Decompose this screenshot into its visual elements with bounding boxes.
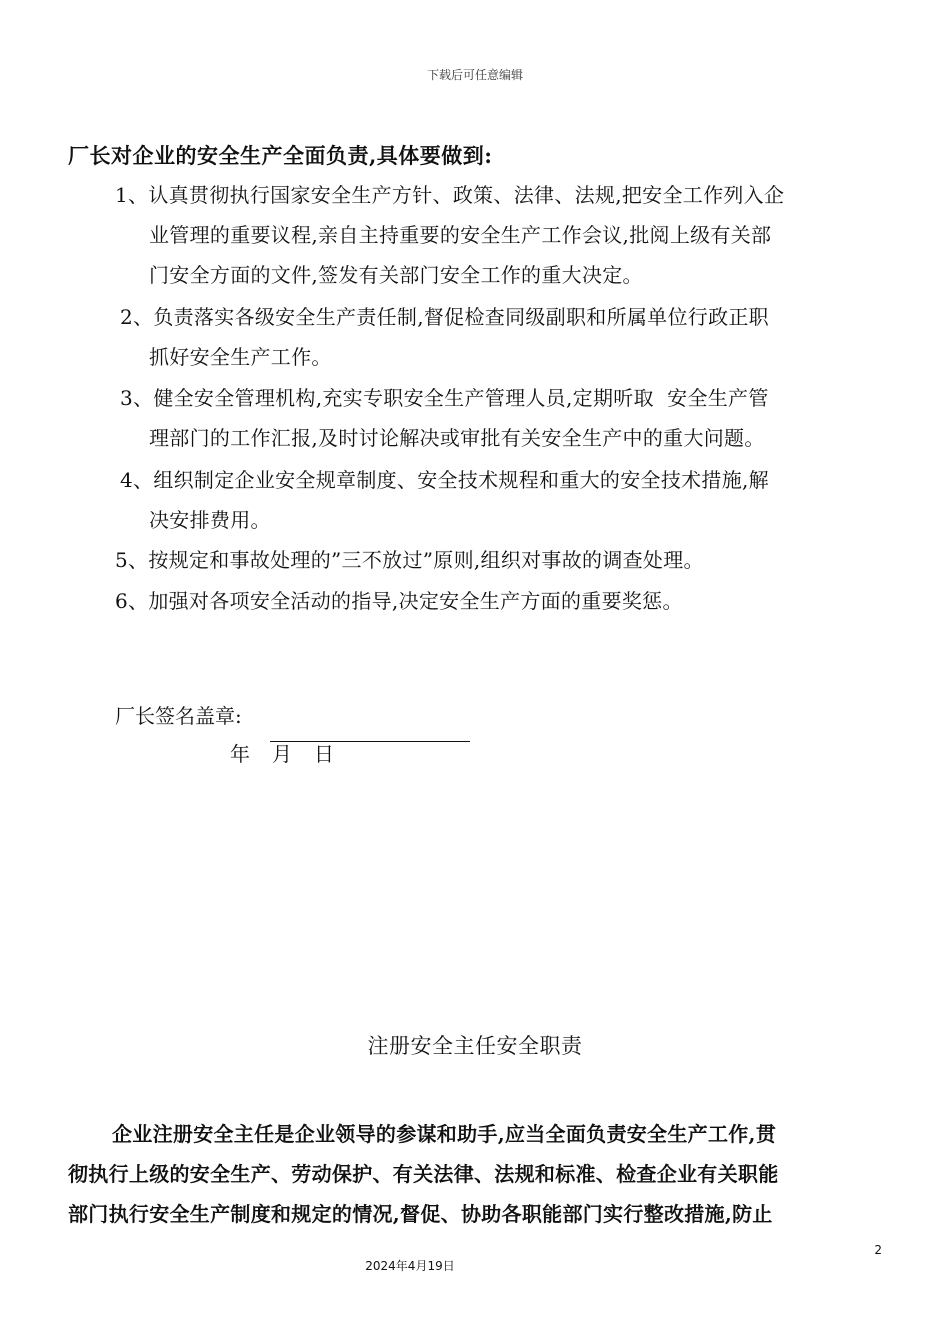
list-item-6 [115,581,683,621]
list-item-line: 1、认真贯彻执行国家安全生产方针、政策、法律、法规,把安全工作列入企 [115,183,785,207]
list-item-line: 门安全方面的文件,签发有关部门安全工作的重大决定。 [149,263,643,287]
paragraph-line: 部门执行安全生产制度和规定的情况,督促、协助各职能部门实行整改措施,防止 [68,1202,773,1226]
list-item-line: 抓好安全生产工作。 [149,345,332,369]
section-title: 注册安全主任安全职责 [367,1034,583,1058]
signature-label: 厂长签名盖章: [115,704,242,728]
list-item-line: 6、加强对各项安全活动的指导,决定安全生产方面的重要奖惩。 [115,589,683,613]
section-heading: 厂长对企业的安全生产全面负责,具体要做到: [68,143,493,168]
list-item-line: 决安排费用。 [149,508,271,532]
list-item-line: 3、健全安全管理机构,充实专职安全生产管理人员,定期听取 安全生产管 [120,386,769,410]
list-item-1 [115,175,784,295]
list-item-3 [120,378,769,458]
signature-date [230,738,356,767]
paragraph-line: 彻执行上级的安全生产、劳动保护、有关法律、法规和标准、检查企业有关职能 [68,1162,779,1186]
list-item-4 [120,460,769,540]
paragraph-line: 企业注册安全主任是企业领导的参谋和助手,应当全面负责安全生产工作,贯 [112,1122,777,1146]
list-item-line: 4、组织制定企业安全规章制度、安全技术规程和重大的安全技术措施,解 [120,468,769,492]
footer-date: 2024年4月19日 [365,1259,455,1273]
list-item-line: 5、按规定和事故处理的”三不放过”原则,组织对事故的调查处理。 [115,548,704,572]
page-header: 下载后可任意编辑 [426,68,523,82]
page-number: 2 [874,1243,882,1257]
section-paragraph [68,1114,883,1234]
list-item-line: 业管理的重要议程,亲自主持重要的安全生产工作会议,批阅上级有关部 [149,223,772,247]
list-item-line: 2、负责落实各级安全生产责任制,督促检查同级副职和所属单位行政正职 [120,305,769,329]
list-item-2 [120,297,769,377]
list-item-5 [115,540,704,580]
list-item-line: 理部门的工作汇报,及时讨论解决或审批有关安全生产中的重大问题。 [149,426,765,450]
date-year-label: 年 [230,742,250,766]
date-month-label: 月 [272,742,292,766]
date-day-label: 日 [314,742,334,766]
